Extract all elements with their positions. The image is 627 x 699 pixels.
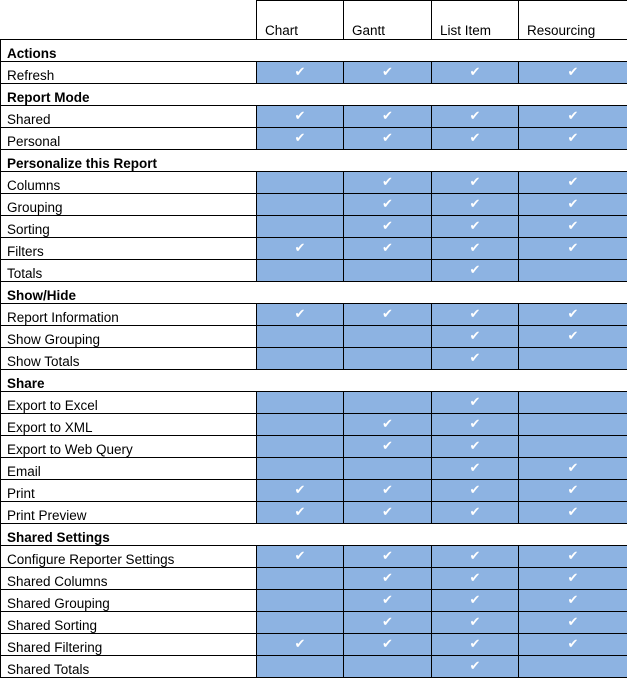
checkmark-icon: ✔ xyxy=(469,549,481,564)
empty-cell xyxy=(257,414,344,436)
feature-row xyxy=(1,304,627,326)
checkmark-icon-cell xyxy=(432,62,519,84)
checkmark-icon: ✔ xyxy=(469,461,481,476)
feature-label: Sorting xyxy=(1,216,257,238)
checkmark-icon: ✔ xyxy=(294,109,306,124)
checkmark-icon: ✔ xyxy=(469,175,481,190)
checkmark-icon: ✔ xyxy=(567,219,579,234)
column-header-gantt: Gantt xyxy=(344,1,432,40)
feature-row xyxy=(1,414,627,436)
checkmark-icon: ✔ xyxy=(567,109,579,124)
checkmark-icon: ✔ xyxy=(469,197,481,212)
checkmark-icon-cell xyxy=(432,414,519,436)
feature-row xyxy=(1,458,627,480)
checkmark-icon: ✔ xyxy=(469,615,481,630)
checkmark-icon-cell xyxy=(344,238,432,260)
checkmark-icon-cell xyxy=(432,304,519,326)
checkmark-icon-cell xyxy=(432,194,519,216)
checkmark-icon-cell xyxy=(344,502,432,524)
checkmark-icon: ✔ xyxy=(382,439,393,454)
feature-label: Report Information xyxy=(1,304,257,326)
checkmark-icon: ✔ xyxy=(567,307,579,322)
feature-row xyxy=(1,480,627,502)
checkmark-icon: ✔ xyxy=(294,131,306,146)
column-header-chart: Chart xyxy=(257,1,344,40)
checkmark-icon-cell xyxy=(344,128,432,150)
checkmark-icon: ✔ xyxy=(469,241,481,256)
checkmark-icon-cell xyxy=(519,502,627,524)
empty-cell xyxy=(344,656,432,678)
checkmark-icon-cell xyxy=(519,634,627,656)
checkmark-icon-cell xyxy=(432,392,519,414)
matrix-body xyxy=(1,40,627,678)
empty-cell xyxy=(257,568,344,590)
checkmark-icon: ✔ xyxy=(469,659,481,674)
checkmark-icon: ✔ xyxy=(567,131,579,146)
section-header-row xyxy=(1,150,627,172)
empty-cell xyxy=(257,326,344,348)
feature-label: Shared Columns xyxy=(1,568,257,590)
checkmark-icon-cell xyxy=(519,62,627,84)
feature-row xyxy=(1,326,627,348)
checkmark-icon-cell xyxy=(432,590,519,612)
checkmark-icon-cell xyxy=(432,216,519,238)
empty-cell xyxy=(519,392,627,414)
checkmark-icon: ✔ xyxy=(382,417,393,432)
feature-label: Export to Excel xyxy=(1,392,257,414)
section-title: Shared Settings xyxy=(1,524,627,546)
checkmark-icon-cell xyxy=(257,634,344,656)
checkmark-icon: ✔ xyxy=(469,65,481,80)
feature-label: Print Preview xyxy=(1,502,257,524)
checkmark-icon-cell xyxy=(344,414,432,436)
feature-label: Personal xyxy=(1,128,257,150)
checkmark-icon-cell xyxy=(257,304,344,326)
checkmark-icon-cell xyxy=(344,590,432,612)
checkmark-icon: ✔ xyxy=(567,329,579,344)
checkmark-icon-cell xyxy=(257,480,344,502)
checkmark-icon: ✔ xyxy=(469,593,481,608)
column-header-row xyxy=(1,1,627,40)
checkmark-icon-cell xyxy=(432,458,519,480)
checkmark-icon-cell xyxy=(519,326,627,348)
checkmark-icon: ✔ xyxy=(469,307,481,322)
checkmark-icon: ✔ xyxy=(382,65,393,80)
feature-label: Show Grouping xyxy=(1,326,257,348)
checkmark-icon: ✔ xyxy=(382,175,393,190)
checkmark-icon: ✔ xyxy=(469,439,481,454)
checkmark-icon-cell xyxy=(344,634,432,656)
feature-label: Print xyxy=(1,480,257,502)
feature-row xyxy=(1,348,627,370)
section-header-row xyxy=(1,40,627,62)
empty-cell xyxy=(344,458,432,480)
checkmark-icon-cell xyxy=(432,612,519,634)
checkmark-icon-cell xyxy=(432,502,519,524)
empty-cell xyxy=(257,656,344,678)
checkmark-icon-cell xyxy=(344,62,432,84)
checkmark-icon-cell xyxy=(519,216,627,238)
checkmark-icon-cell xyxy=(432,480,519,502)
checkmark-icon-cell xyxy=(344,480,432,502)
empty-cell xyxy=(257,348,344,370)
checkmark-icon-cell xyxy=(344,436,432,458)
feature-label: Export to Web Query xyxy=(1,436,257,458)
checkmark-icon: ✔ xyxy=(469,637,481,652)
empty-cell xyxy=(519,656,627,678)
feature-row xyxy=(1,612,627,634)
feature-label: Configure Reporter Settings xyxy=(1,546,257,568)
checkmark-icon-cell xyxy=(519,612,627,634)
feature-row xyxy=(1,392,627,414)
checkmark-icon-cell xyxy=(519,480,627,502)
section-title: Actions xyxy=(1,40,627,62)
feature-row xyxy=(1,502,627,524)
checkmark-icon: ✔ xyxy=(567,175,579,190)
section-header-row xyxy=(1,524,627,546)
feature-label: Shared Totals xyxy=(1,656,257,678)
checkmark-icon: ✔ xyxy=(294,483,306,498)
empty-cell xyxy=(344,326,432,348)
feature-label: Shared Grouping xyxy=(1,590,257,612)
feature-label: Refresh xyxy=(1,62,257,84)
feature-label: Show Totals xyxy=(1,348,257,370)
checkmark-icon-cell xyxy=(519,106,627,128)
section-title: Personalize this Report xyxy=(1,150,627,172)
empty-cell xyxy=(257,612,344,634)
checkmark-icon-cell xyxy=(432,348,519,370)
feature-row xyxy=(1,634,627,656)
checkmark-icon: ✔ xyxy=(382,505,393,520)
checkmark-icon: ✔ xyxy=(294,65,306,80)
empty-cell xyxy=(257,216,344,238)
empty-cell xyxy=(257,458,344,480)
checkmark-icon-cell xyxy=(257,502,344,524)
checkmark-icon-cell xyxy=(519,546,627,568)
empty-cell xyxy=(344,392,432,414)
checkmark-icon-cell xyxy=(344,568,432,590)
checkmark-icon-cell xyxy=(344,172,432,194)
empty-cell xyxy=(257,436,344,458)
checkmark-icon-cell xyxy=(432,546,519,568)
checkmark-icon-cell xyxy=(519,568,627,590)
feature-label: Grouping xyxy=(1,194,257,216)
checkmark-icon-cell xyxy=(344,546,432,568)
checkmark-icon-cell xyxy=(432,106,519,128)
checkmark-icon-cell xyxy=(519,128,627,150)
feature-row xyxy=(1,194,627,216)
checkmark-icon-cell xyxy=(432,436,519,458)
checkmark-icon: ✔ xyxy=(382,593,393,608)
column-header-list-item: List Item xyxy=(432,1,519,40)
checkmark-icon: ✔ xyxy=(469,483,481,498)
checkmark-icon: ✔ xyxy=(469,417,481,432)
feature-row xyxy=(1,62,627,84)
checkmark-icon-cell xyxy=(257,238,344,260)
checkmark-icon: ✔ xyxy=(567,505,579,520)
checkmark-icon: ✔ xyxy=(567,571,579,586)
feature-label: Shared Filtering xyxy=(1,634,257,656)
checkmark-icon: ✔ xyxy=(567,483,579,498)
feature-label: Totals xyxy=(1,260,257,282)
empty-cell xyxy=(257,590,344,612)
section-header-row xyxy=(1,370,627,392)
feature-row xyxy=(1,238,627,260)
empty-cell xyxy=(344,348,432,370)
checkmark-icon-cell xyxy=(344,106,432,128)
feature-row xyxy=(1,436,627,458)
checkmark-icon: ✔ xyxy=(469,219,481,234)
checkmark-icon-cell xyxy=(257,106,344,128)
section-title: Share xyxy=(1,370,627,392)
checkmark-icon-cell xyxy=(344,216,432,238)
section-title: Report Mode xyxy=(1,84,627,106)
feature-label: Email xyxy=(1,458,257,480)
feature-label: Shared xyxy=(1,106,257,128)
checkmark-icon-cell xyxy=(344,612,432,634)
feature-label: Export to XML xyxy=(1,414,257,436)
corner-cell xyxy=(1,1,257,40)
empty-cell xyxy=(257,172,344,194)
checkmark-icon: ✔ xyxy=(382,483,393,498)
checkmark-icon-cell xyxy=(344,304,432,326)
empty-cell xyxy=(257,392,344,414)
checkmark-icon: ✔ xyxy=(294,241,306,256)
checkmark-icon-cell xyxy=(519,194,627,216)
checkmark-icon: ✔ xyxy=(382,571,393,586)
feature-row xyxy=(1,106,627,128)
checkmark-icon-cell xyxy=(432,128,519,150)
checkmark-icon-cell xyxy=(432,260,519,282)
checkmark-icon-cell xyxy=(519,458,627,480)
checkmark-icon-cell xyxy=(432,634,519,656)
feature-row xyxy=(1,656,627,678)
section-header-row xyxy=(1,282,627,304)
feature-row xyxy=(1,172,627,194)
feature-row xyxy=(1,128,627,150)
checkmark-icon: ✔ xyxy=(382,549,393,564)
feature-label: Filters xyxy=(1,238,257,260)
empty-cell xyxy=(257,194,344,216)
empty-cell xyxy=(344,260,432,282)
checkmark-icon-cell xyxy=(432,172,519,194)
checkmark-icon: ✔ xyxy=(382,109,393,124)
checkmark-icon-cell xyxy=(257,62,344,84)
checkmark-icon-cell xyxy=(432,238,519,260)
checkmark-icon-cell xyxy=(432,326,519,348)
checkmark-icon-cell xyxy=(519,304,627,326)
checkmark-icon: ✔ xyxy=(567,65,579,80)
empty-cell xyxy=(519,348,627,370)
section-title: Show/Hide xyxy=(1,282,627,304)
checkmark-icon: ✔ xyxy=(469,505,481,520)
checkmark-icon: ✔ xyxy=(294,637,306,652)
checkmark-icon: ✔ xyxy=(469,571,481,586)
checkmark-icon: ✔ xyxy=(382,131,393,146)
checkmark-icon-cell xyxy=(344,194,432,216)
checkmark-icon: ✔ xyxy=(567,637,579,652)
checkmark-icon: ✔ xyxy=(382,197,393,212)
feature-row xyxy=(1,590,627,612)
checkmark-icon: ✔ xyxy=(294,549,306,564)
checkmark-icon: ✔ xyxy=(382,307,393,322)
checkmark-icon-cell xyxy=(257,546,344,568)
checkmark-icon-cell xyxy=(519,172,627,194)
checkmark-icon: ✔ xyxy=(567,549,579,564)
checkmark-icon: ✔ xyxy=(469,351,481,366)
checkmark-icon: ✔ xyxy=(469,263,481,278)
feature-row xyxy=(1,568,627,590)
feature-label: Shared Sorting xyxy=(1,612,257,634)
section-header-row xyxy=(1,84,627,106)
checkmark-icon: ✔ xyxy=(382,219,393,234)
checkmark-icon: ✔ xyxy=(469,131,481,146)
checkmark-icon: ✔ xyxy=(294,505,306,520)
checkmark-icon: ✔ xyxy=(382,637,393,652)
empty-cell xyxy=(257,260,344,282)
feature-row xyxy=(1,546,627,568)
empty-cell xyxy=(519,414,627,436)
checkmark-icon: ✔ xyxy=(294,307,306,322)
checkmark-icon: ✔ xyxy=(567,615,579,630)
checkmark-icon-cell xyxy=(519,590,627,612)
checkmark-icon-cell xyxy=(432,568,519,590)
checkmark-icon: ✔ xyxy=(567,241,579,256)
checkmark-icon-cell xyxy=(257,128,344,150)
checkmark-icon-cell xyxy=(519,238,627,260)
column-header-resourcing: Resourcing xyxy=(519,1,627,40)
checkmark-icon: ✔ xyxy=(567,593,579,608)
empty-cell xyxy=(519,436,627,458)
feature-row xyxy=(1,260,627,282)
checkmark-icon-cell xyxy=(432,656,519,678)
empty-cell xyxy=(519,260,627,282)
checkmark-icon: ✔ xyxy=(567,197,579,212)
checkmark-icon: ✔ xyxy=(469,395,481,410)
checkmark-icon: ✔ xyxy=(469,109,481,124)
checkmark-icon: ✔ xyxy=(382,241,393,256)
feature-row xyxy=(1,216,627,238)
checkmark-icon: ✔ xyxy=(382,615,393,630)
feature-label: Columns xyxy=(1,172,257,194)
checkmark-icon: ✔ xyxy=(567,461,579,476)
checkmark-icon: ✔ xyxy=(469,329,481,344)
